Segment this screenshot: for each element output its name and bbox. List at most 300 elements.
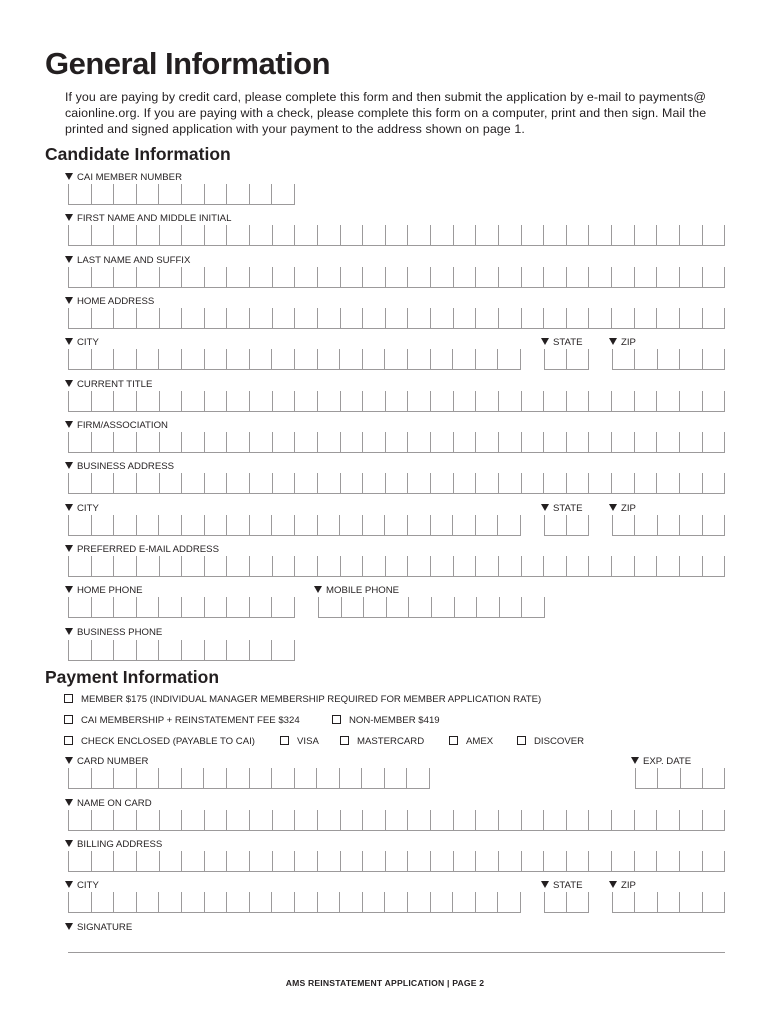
- character-cell[interactable]: [498, 267, 521, 287]
- member-option[interactable]: MEMBER $175 (INDIVIDUAL MANAGER MEMBERSHIP REQUIRED FOR MEMBER APPLICATION RATE): [64, 694, 541, 705]
- character-cell[interactable]: [498, 391, 521, 411]
- character-cell[interactable]: [226, 225, 249, 245]
- character-cell[interactable]: [588, 308, 611, 328]
- character-cell[interactable]: [204, 432, 227, 452]
- character-cell[interactable]: [679, 349, 701, 369]
- character-cell[interactable]: [159, 810, 182, 830]
- character-cell[interactable]: [272, 810, 295, 830]
- character-cell[interactable]: [159, 391, 182, 411]
- character-cell[interactable]: [317, 391, 340, 411]
- character-cell[interactable]: [406, 768, 430, 788]
- character-cell[interactable]: [294, 225, 317, 245]
- character-cell[interactable]: [453, 267, 476, 287]
- character-cell[interactable]: [611, 473, 634, 493]
- character-cell[interactable]: [498, 810, 521, 830]
- character-cell[interactable]: [204, 391, 227, 411]
- character-cell[interactable]: [249, 473, 272, 493]
- character-cell[interactable]: [272, 225, 295, 245]
- billing-address-field[interactable]: [68, 851, 725, 872]
- character-cell[interactable]: [136, 391, 159, 411]
- character-cell[interactable]: [407, 892, 430, 912]
- character-cell[interactable]: [656, 267, 679, 287]
- character-cell[interactable]: [204, 225, 227, 245]
- character-cell[interactable]: [543, 391, 566, 411]
- character-cell[interactable]: [679, 391, 702, 411]
- character-cell[interactable]: [271, 640, 295, 660]
- character-cell[interactable]: [588, 473, 611, 493]
- character-cell[interactable]: [611, 556, 634, 576]
- checkbox-icon[interactable]: [332, 715, 341, 724]
- character-cell[interactable]: [113, 473, 136, 493]
- character-cell[interactable]: [294, 432, 317, 452]
- character-cell[interactable]: [430, 892, 453, 912]
- character-cell[interactable]: [294, 851, 317, 871]
- character-cell[interactable]: [203, 768, 226, 788]
- character-cell[interactable]: [68, 556, 91, 576]
- character-cell[interactable]: [136, 267, 159, 287]
- character-cell[interactable]: [656, 851, 679, 871]
- character-cell[interactable]: [566, 851, 589, 871]
- character-cell[interactable]: [294, 768, 317, 788]
- character-cell[interactable]: [136, 556, 159, 576]
- character-cell[interactable]: [430, 515, 453, 535]
- character-cell[interactable]: [407, 515, 430, 535]
- check-enclosed-option[interactable]: CHECK ENCLOSED (PAYABLE TO CAI): [64, 736, 255, 747]
- character-cell[interactable]: [679, 851, 702, 871]
- character-cell[interactable]: [407, 432, 430, 452]
- character-cell[interactable]: [113, 810, 136, 830]
- discover-option[interactable]: DISCOVER: [517, 736, 584, 747]
- character-cell[interactable]: [91, 308, 114, 328]
- character-cell[interactable]: [521, 556, 544, 576]
- character-cell[interactable]: [702, 892, 725, 912]
- character-cell[interactable]: [362, 308, 385, 328]
- billing-city-field[interactable]: [68, 892, 521, 913]
- character-cell[interactable]: [181, 473, 204, 493]
- character-cell[interactable]: [702, 473, 726, 493]
- character-cell[interactable]: [702, 556, 726, 576]
- character-cell[interactable]: [317, 556, 340, 576]
- character-cell[interactable]: [475, 851, 498, 871]
- character-cell[interactable]: [634, 225, 657, 245]
- character-cell[interactable]: [181, 432, 204, 452]
- character-cell[interactable]: [543, 267, 566, 287]
- character-cell[interactable]: [430, 225, 453, 245]
- character-cell[interactable]: [249, 432, 272, 452]
- character-cell[interactable]: [588, 851, 611, 871]
- character-cell[interactable]: [271, 597, 295, 617]
- character-cell[interactable]: [543, 851, 566, 871]
- character-cell[interactable]: [68, 597, 91, 617]
- character-cell[interactable]: [340, 267, 363, 287]
- character-cell[interactable]: [272, 267, 295, 287]
- character-cell[interactable]: [702, 225, 726, 245]
- character-cell[interactable]: [385, 225, 408, 245]
- character-cell[interactable]: [612, 892, 634, 912]
- character-cell[interactable]: [91, 892, 114, 912]
- character-cell[interactable]: [91, 391, 114, 411]
- character-cell[interactable]: [226, 349, 249, 369]
- visa-option[interactable]: VISA: [280, 736, 319, 747]
- character-cell[interactable]: [294, 892, 317, 912]
- character-cell[interactable]: [521, 597, 545, 617]
- character-cell[interactable]: [204, 349, 227, 369]
- character-cell[interactable]: [657, 892, 679, 912]
- character-cell[interactable]: [249, 225, 272, 245]
- character-cell[interactable]: [226, 892, 249, 912]
- checkbox-icon[interactable]: [340, 736, 349, 745]
- character-cell[interactable]: [656, 391, 679, 411]
- character-cell[interactable]: [431, 597, 454, 617]
- character-cell[interactable]: [475, 473, 498, 493]
- character-cell[interactable]: [91, 810, 114, 830]
- character-cell[interactable]: [679, 515, 701, 535]
- character-cell[interactable]: [657, 515, 679, 535]
- amex-option[interactable]: AMEX: [449, 736, 493, 747]
- character-cell[interactable]: [543, 810, 566, 830]
- character-cell[interactable]: [612, 515, 634, 535]
- character-cell[interactable]: [430, 391, 453, 411]
- character-cell[interactable]: [317, 473, 340, 493]
- character-cell[interactable]: [316, 768, 339, 788]
- name-on-card-field[interactable]: [68, 810, 725, 831]
- character-cell[interactable]: [566, 349, 589, 369]
- character-cell[interactable]: [361, 768, 384, 788]
- character-cell[interactable]: [702, 308, 726, 328]
- character-cell[interactable]: [385, 267, 408, 287]
- character-cell[interactable]: [566, 267, 589, 287]
- character-cell[interactable]: [702, 810, 726, 830]
- character-cell[interactable]: [497, 349, 521, 369]
- character-cell[interactable]: [113, 597, 136, 617]
- character-cell[interactable]: [384, 892, 407, 912]
- billing-state-field[interactable]: [544, 892, 589, 913]
- character-cell[interactable]: [159, 851, 182, 871]
- character-cell[interactable]: [272, 391, 295, 411]
- checkbox-icon[interactable]: [517, 736, 526, 745]
- character-cell[interactable]: [634, 810, 657, 830]
- character-cell[interactable]: [68, 184, 91, 204]
- character-cell[interactable]: [566, 810, 589, 830]
- checkbox-icon[interactable]: [449, 736, 458, 745]
- character-cell[interactable]: [386, 597, 409, 617]
- character-cell[interactable]: [340, 473, 363, 493]
- character-cell[interactable]: [453, 556, 476, 576]
- character-cell[interactable]: [113, 184, 136, 204]
- character-cell[interactable]: [317, 851, 340, 871]
- character-cell[interactable]: [294, 267, 317, 287]
- character-cell[interactable]: [679, 473, 702, 493]
- character-cell[interactable]: [226, 556, 249, 576]
- character-cell[interactable]: [181, 810, 204, 830]
- character-cell[interactable]: [317, 308, 340, 328]
- character-cell[interactable]: [407, 473, 430, 493]
- character-cell[interactable]: [68, 768, 91, 788]
- character-cell[interactable]: [453, 308, 476, 328]
- character-cell[interactable]: [204, 184, 227, 204]
- character-cell[interactable]: [407, 810, 430, 830]
- character-cell[interactable]: [271, 184, 295, 204]
- character-cell[interactable]: [91, 225, 114, 245]
- character-cell[interactable]: [249, 391, 272, 411]
- character-cell[interactable]: [159, 556, 182, 576]
- character-cell[interactable]: [588, 810, 611, 830]
- character-cell[interactable]: [656, 225, 679, 245]
- character-cell[interactable]: [249, 267, 272, 287]
- character-cell[interactable]: [158, 892, 181, 912]
- character-cell[interactable]: [611, 267, 634, 287]
- signature-line[interactable]: [68, 952, 725, 953]
- character-cell[interactable]: [158, 640, 181, 660]
- character-cell[interactable]: [452, 515, 475, 535]
- character-cell[interactable]: [136, 640, 159, 660]
- character-cell[interactable]: [452, 349, 475, 369]
- character-cell[interactable]: [453, 473, 476, 493]
- character-cell[interactable]: [226, 515, 249, 535]
- character-cell[interactable]: [430, 349, 453, 369]
- character-cell[interactable]: [68, 391, 91, 411]
- character-cell[interactable]: [226, 184, 249, 204]
- character-cell[interactable]: [588, 225, 611, 245]
- character-cell[interactable]: [249, 851, 272, 871]
- character-cell[interactable]: [521, 810, 544, 830]
- home-city-field[interactable]: [68, 349, 521, 370]
- character-cell[interactable]: [113, 515, 136, 535]
- character-cell[interactable]: [475, 892, 498, 912]
- character-cell[interactable]: [340, 432, 363, 452]
- character-cell[interactable]: [407, 225, 430, 245]
- character-cell[interactable]: [611, 308, 634, 328]
- character-cell[interactable]: [136, 432, 159, 452]
- character-cell[interactable]: [430, 432, 453, 452]
- character-cell[interactable]: [362, 810, 385, 830]
- character-cell[interactable]: [317, 515, 340, 535]
- character-cell[interactable]: [249, 768, 272, 788]
- character-cell[interactable]: [91, 851, 114, 871]
- character-cell[interactable]: [611, 810, 634, 830]
- character-cell[interactable]: [181, 267, 204, 287]
- character-cell[interactable]: [611, 432, 634, 452]
- character-cell[interactable]: [476, 597, 499, 617]
- home-zip-field[interactable]: [612, 349, 725, 370]
- character-cell[interactable]: [588, 432, 611, 452]
- character-cell[interactable]: [634, 892, 656, 912]
- character-cell[interactable]: [68, 892, 91, 912]
- character-cell[interactable]: [453, 851, 476, 871]
- character-cell[interactable]: [317, 810, 340, 830]
- character-cell[interactable]: [430, 851, 453, 871]
- character-cell[interactable]: [91, 640, 114, 660]
- character-cell[interactable]: [294, 308, 317, 328]
- character-cell[interactable]: [317, 267, 340, 287]
- character-cell[interactable]: [340, 308, 363, 328]
- character-cell[interactable]: [362, 851, 385, 871]
- character-cell[interactable]: [521, 432, 544, 452]
- character-cell[interactable]: [521, 267, 544, 287]
- non-member-option[interactable]: NON-MEMBER $419: [332, 715, 440, 726]
- character-cell[interactable]: [136, 225, 159, 245]
- home-state-field[interactable]: [544, 349, 589, 370]
- character-cell[interactable]: [543, 556, 566, 576]
- character-cell[interactable]: [249, 810, 272, 830]
- character-cell[interactable]: [226, 391, 249, 411]
- character-cell[interactable]: [113, 349, 136, 369]
- character-cell[interactable]: [679, 810, 702, 830]
- character-cell[interactable]: [702, 851, 726, 871]
- character-cell[interactable]: [294, 515, 317, 535]
- character-cell[interactable]: [136, 768, 159, 788]
- character-cell[interactable]: [430, 308, 453, 328]
- character-cell[interactable]: [294, 473, 317, 493]
- character-cell[interactable]: [498, 473, 521, 493]
- character-cell[interactable]: [272, 432, 295, 452]
- character-cell[interactable]: [204, 810, 227, 830]
- character-cell[interactable]: [113, 225, 136, 245]
- character-cell[interactable]: [272, 851, 295, 871]
- character-cell[interactable]: [317, 432, 340, 452]
- character-cell[interactable]: [68, 267, 91, 287]
- character-cell[interactable]: [611, 225, 634, 245]
- character-cell[interactable]: [702, 432, 726, 452]
- character-cell[interactable]: [407, 556, 430, 576]
- character-cell[interactable]: [113, 851, 136, 871]
- character-cell[interactable]: [68, 349, 91, 369]
- character-cell[interactable]: [159, 308, 182, 328]
- business-address-field[interactable]: [68, 473, 725, 494]
- character-cell[interactable]: [136, 308, 159, 328]
- character-cell[interactable]: [113, 892, 136, 912]
- character-cell[interactable]: [159, 267, 182, 287]
- character-cell[interactable]: [385, 391, 408, 411]
- character-cell[interactable]: [385, 810, 408, 830]
- character-cell[interactable]: [181, 768, 204, 788]
- character-cell[interactable]: [475, 515, 498, 535]
- character-cell[interactable]: [362, 225, 385, 245]
- character-cell[interactable]: [136, 515, 159, 535]
- character-cell[interactable]: [249, 556, 272, 576]
- character-cell[interactable]: [362, 556, 385, 576]
- character-cell[interactable]: [68, 473, 91, 493]
- checkbox-icon[interactable]: [280, 736, 289, 745]
- character-cell[interactable]: [475, 391, 498, 411]
- character-cell[interactable]: [634, 556, 657, 576]
- character-cell[interactable]: [113, 391, 136, 411]
- character-cell[interactable]: [611, 851, 634, 871]
- character-cell[interactable]: [249, 597, 272, 617]
- character-cell[interactable]: [566, 473, 589, 493]
- character-cell[interactable]: [679, 432, 702, 452]
- character-cell[interactable]: [271, 768, 294, 788]
- character-cell[interactable]: [702, 768, 725, 788]
- character-cell[interactable]: [113, 768, 136, 788]
- character-cell[interactable]: [204, 556, 227, 576]
- character-cell[interactable]: [611, 391, 634, 411]
- character-cell[interactable]: [113, 640, 136, 660]
- character-cell[interactable]: [612, 349, 634, 369]
- character-cell[interactable]: [68, 515, 91, 535]
- character-cell[interactable]: [159, 432, 182, 452]
- character-cell[interactable]: [679, 308, 702, 328]
- character-cell[interactable]: [566, 391, 589, 411]
- character-cell[interactable]: [543, 225, 566, 245]
- character-cell[interactable]: [136, 473, 159, 493]
- character-cell[interactable]: [136, 597, 159, 617]
- character-cell[interactable]: [249, 349, 272, 369]
- character-cell[interactable]: [204, 892, 227, 912]
- firm-field[interactable]: [68, 432, 725, 453]
- character-cell[interactable]: [204, 597, 227, 617]
- character-cell[interactable]: [91, 184, 114, 204]
- character-cell[interactable]: [249, 640, 272, 660]
- character-cell[interactable]: [498, 225, 521, 245]
- character-cell[interactable]: [656, 432, 679, 452]
- character-cell[interactable]: [521, 225, 544, 245]
- character-cell[interactable]: [407, 349, 430, 369]
- business-phone-field[interactable]: [68, 640, 295, 661]
- character-cell[interactable]: [204, 308, 227, 328]
- character-cell[interactable]: [91, 473, 114, 493]
- character-cell[interactable]: [634, 851, 657, 871]
- character-cell[interactable]: [385, 308, 408, 328]
- character-cell[interactable]: [294, 349, 317, 369]
- character-cell[interactable]: [362, 473, 385, 493]
- character-cell[interactable]: [226, 432, 249, 452]
- mobile-phone-field[interactable]: [318, 597, 545, 618]
- character-cell[interactable]: [475, 267, 498, 287]
- character-cell[interactable]: [430, 810, 453, 830]
- character-cell[interactable]: [158, 597, 181, 617]
- character-cell[interactable]: [318, 597, 341, 617]
- character-cell[interactable]: [339, 768, 362, 788]
- character-cell[interactable]: [158, 515, 181, 535]
- character-cell[interactable]: [634, 267, 657, 287]
- character-cell[interactable]: [91, 556, 114, 576]
- character-cell[interactable]: [634, 308, 657, 328]
- character-cell[interactable]: [136, 892, 159, 912]
- character-cell[interactable]: [566, 515, 589, 535]
- character-cell[interactable]: [634, 473, 657, 493]
- character-cell[interactable]: [226, 851, 249, 871]
- character-cell[interactable]: [181, 556, 204, 576]
- character-cell[interactable]: [136, 851, 159, 871]
- character-cell[interactable]: [272, 473, 295, 493]
- character-cell[interactable]: [385, 851, 408, 871]
- character-cell[interactable]: [181, 349, 204, 369]
- character-cell[interactable]: [362, 349, 385, 369]
- character-cell[interactable]: [543, 308, 566, 328]
- character-cell[interactable]: [204, 640, 227, 660]
- character-cell[interactable]: [635, 768, 657, 788]
- character-cell[interactable]: [271, 349, 294, 369]
- character-cell[interactable]: [588, 391, 611, 411]
- character-cell[interactable]: [159, 225, 182, 245]
- character-cell[interactable]: [91, 432, 114, 452]
- character-cell[interactable]: [702, 515, 725, 535]
- character-cell[interactable]: [249, 515, 272, 535]
- character-cell[interactable]: [566, 225, 589, 245]
- character-cell[interactable]: [226, 597, 249, 617]
- character-cell[interactable]: [204, 473, 227, 493]
- character-cell[interactable]: [317, 225, 340, 245]
- character-cell[interactable]: [68, 810, 91, 830]
- character-cell[interactable]: [363, 597, 386, 617]
- character-cell[interactable]: [634, 432, 657, 452]
- character-cell[interactable]: [271, 892, 294, 912]
- character-cell[interactable]: [204, 515, 227, 535]
- character-cell[interactable]: [454, 597, 477, 617]
- character-cell[interactable]: [680, 768, 702, 788]
- character-cell[interactable]: [430, 267, 453, 287]
